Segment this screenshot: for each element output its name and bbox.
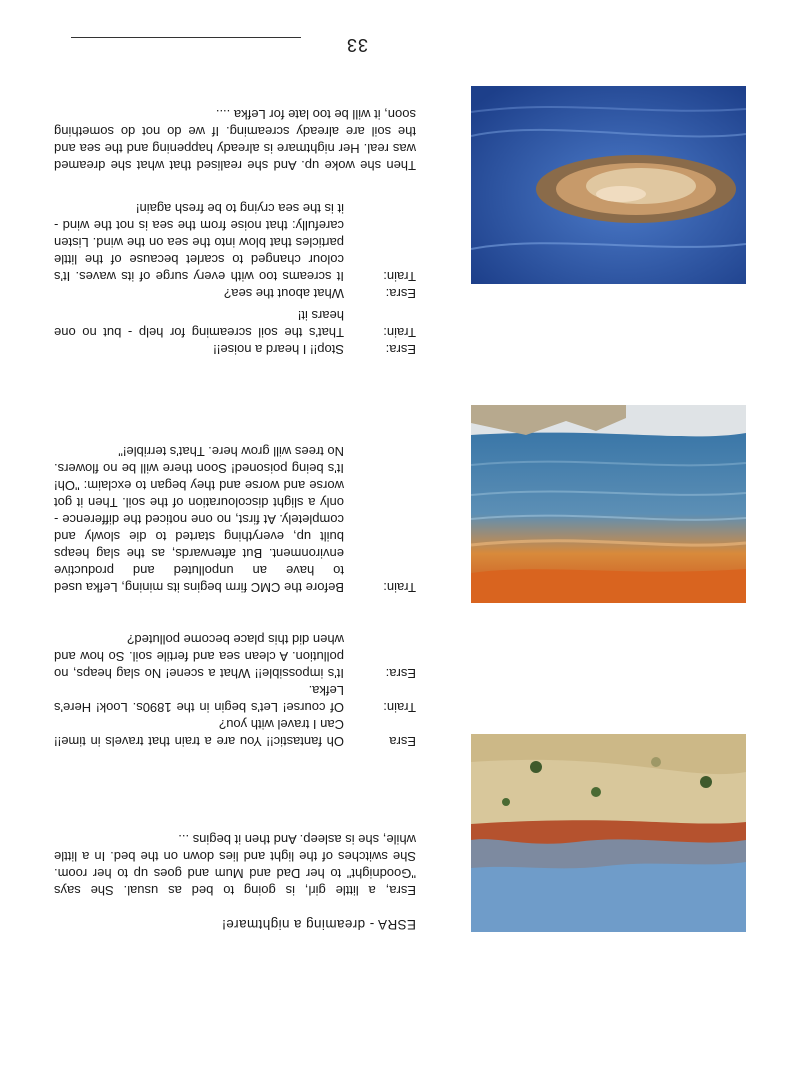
slag-heap-coastline-photo bbox=[471, 734, 746, 932]
dialogue-entry bbox=[54, 341, 416, 358]
speaker-label: Esra bbox=[389, 734, 416, 749]
dialogue-entry bbox=[54, 716, 416, 750]
dialogue-line: It screams too with every surge of its waves. It's colour changed to scarlet because of the little particles that blow into the sea on the wind. Listen carefully: that noise from the sea is not the wind - it is the sea crying to be fresh again! bbox=[54, 201, 344, 284]
speaker-label: Esra: bbox=[385, 342, 416, 357]
footer-rule bbox=[71, 37, 301, 38]
speaker-label: Train: bbox=[383, 700, 416, 715]
dialogue-line: It's impossible!! What a scene! No slag heaps, no pollution. A clean sea and fertile soil. So how and when did this place become polluted? bbox=[54, 632, 344, 681]
polluted-water-surface-photo bbox=[471, 86, 746, 284]
dialogue-line: Stop!! I heard a noise!! bbox=[213, 342, 344, 357]
polluted-red-shore-photo bbox=[471, 405, 746, 603]
dialogue-entry bbox=[54, 443, 416, 596]
dialogue-line: What about the sea? bbox=[224, 286, 344, 301]
dialogue-entry bbox=[54, 285, 416, 302]
intro-paragraph: Esra, a little girl, is going to bed as usual. She says "Goodnight" to her Dad and Mum and goes up to her room. She switches of the light and lies down on the bed. In a little while, she is asleep. And then it begins ... bbox=[54, 832, 416, 898]
dialogue-line: Of course! Let's begin in the 1890s. Look! Here's Lefka. bbox=[54, 683, 344, 715]
dialogue-line: Oh fantastic!! You are a train that travels in time!! Can I travel with you? bbox=[54, 717, 344, 749]
speaker-label: Esra: bbox=[385, 286, 416, 301]
dialogue-entry bbox=[54, 200, 416, 285]
speaker-label: Train: bbox=[383, 269, 416, 284]
dialogue-entry bbox=[54, 307, 416, 341]
page-title: ESRA - dreaming a nightmare! bbox=[221, 917, 416, 932]
dialogue-entry bbox=[54, 631, 416, 682]
dialogue-line: That's the soil screaming for help - but no one hears it! bbox=[54, 308, 344, 340]
speaker-label: Train: bbox=[383, 580, 416, 595]
speaker-label: Train: bbox=[383, 325, 416, 340]
page-number: 33 bbox=[345, 35, 368, 55]
speaker-label: Esra: bbox=[385, 666, 416, 681]
ending-paragraph: Then she woke up. And she realised that what she dreamed was real. Her nightmare is already happening and the sea and the soil are already screaming. If we do not do something soon, it will be too late for Lefka .... bbox=[54, 107, 416, 173]
dialogue-entry bbox=[54, 682, 416, 716]
dialogue-line: Before the CMC firm begins its mining, Lefka used to have an unpolluted and productive environment. But afterwards, as the slag heaps built up, everything started to die slowly and completely. At first, no one noticed the difference - only a slight discolouration of the soil. Then it got worse and worse and they began to exclaim: "Oh! It's being poisoned! Soon there will be no flowers. No trees will grow here. That's terrible!" bbox=[54, 444, 344, 595]
